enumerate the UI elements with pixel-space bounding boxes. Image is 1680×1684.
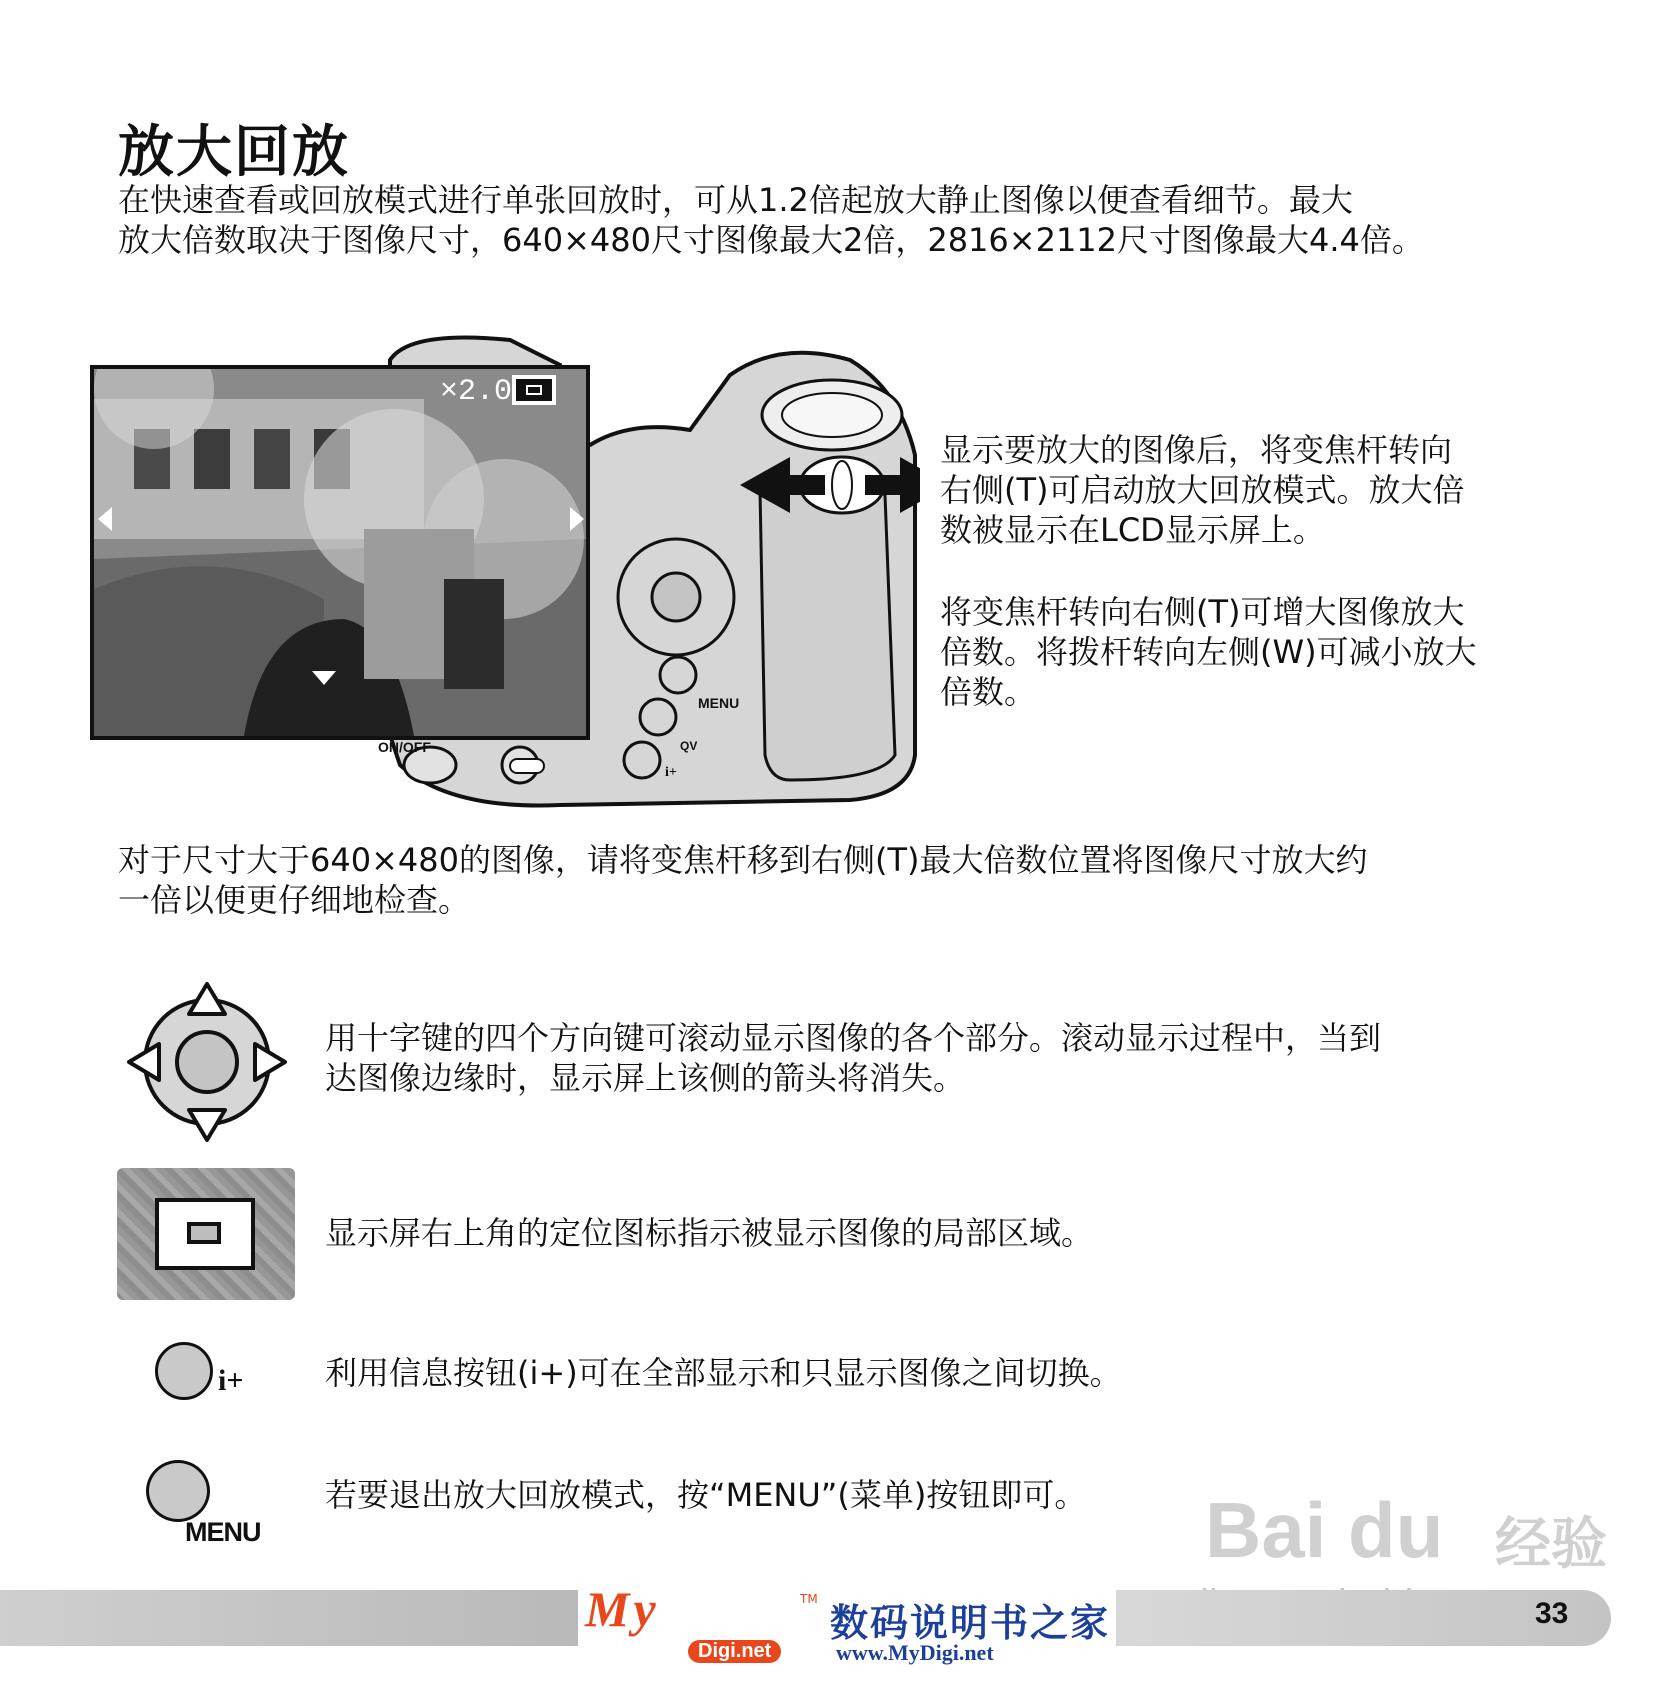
- lever-t-label: T: [898, 475, 906, 490]
- intro-paragraph: [118, 180, 1598, 260]
- scroll-right-arrow-icon: [570, 507, 584, 531]
- info-button-caption: i+: [218, 1364, 244, 1397]
- info-button-label: i+: [665, 765, 677, 780]
- text-line: 达图像边缘时，显示屏上该侧的箭头将消失。: [325, 1059, 966, 1097]
- info-button-icon: [155, 1342, 213, 1400]
- menu-button-caption: MENU: [185, 1517, 261, 1547]
- trademark-mark: TM: [800, 1592, 818, 1606]
- text-line: 利用信息按钮(i+)可在全部显示和只显示图像之间切换。: [325, 1354, 1122, 1392]
- intro-line: 在快速查看或回放模式进行单张回放时，可从1.2倍起放大静止图像以便查看细节。最大: [118, 181, 1353, 219]
- menu-button-label: MENU: [698, 695, 740, 711]
- site-url: www.MyDigi.net: [836, 1640, 994, 1665]
- zoom-instructions-2: [940, 592, 1580, 712]
- page-title: 放大回放: [118, 120, 350, 185]
- text-line: 倍数。: [940, 673, 1037, 711]
- zoom-instructions-1: [940, 430, 1580, 550]
- large-image-note: [118, 840, 1578, 920]
- text-line: 倍数。将拨杆转向左侧(W)可减小放大: [940, 633, 1477, 671]
- locator-icon: [512, 375, 556, 405]
- mydigi-logo: My: [585, 1581, 660, 1637]
- lever-w-label: W: [866, 475, 879, 490]
- playback-photo: [94, 369, 586, 736]
- scroll-left-arrow-icon: [98, 507, 112, 531]
- text-line: 一倍以便更仔细地检查。: [118, 881, 471, 919]
- controller-description: [325, 1018, 1585, 1098]
- four-way-controller-icon: [125, 980, 290, 1145]
- scroll-up-arrow-icon: [312, 349, 336, 363]
- lcd-screen: [90, 365, 590, 740]
- menu-button-icon: [146, 1460, 210, 1522]
- site-name: 数码说明书之家: [830, 1601, 1111, 1645]
- text-line: 用十字键的四个方向键可滚动显示图像的各个部分。滚动显示过程中，当到: [325, 1019, 1382, 1057]
- text-line: 数被显示在LCD显示屏上。: [940, 511, 1325, 549]
- camera-figure: [90, 335, 920, 815]
- jingyan-watermark: 经验: [1495, 1512, 1607, 1577]
- text-line: 若要退出放大回放模式，按“MENU”(菜单)按钮即可。: [325, 1476, 1087, 1514]
- text-line: 显示屏右上角的定位图标指示被显示图像的局部区域。: [325, 1214, 1094, 1252]
- footer-bar-left: [0, 1590, 578, 1646]
- text-line: 将变焦杆转向右侧(T)可增大图像放大: [940, 593, 1465, 631]
- baidu-watermark: Bai du: [1205, 1486, 1444, 1574]
- qv-label: QV: [680, 739, 698, 753]
- page-number: 33: [1535, 1597, 1569, 1630]
- locator-icon: [117, 1168, 295, 1300]
- scroll-down-arrow-icon: [312, 671, 336, 685]
- intro-line: 放大倍数取决于图像尺寸，640×480尺寸图像最大2倍，2816×2112尺寸图像最大4.4倍。: [118, 221, 1424, 259]
- text-line: 右侧(T)可启动放大回放模式。放大倍: [940, 471, 1465, 509]
- digi-net-badge: Digi.net: [688, 1640, 781, 1663]
- text-line: 显示要放大的图像后，将变焦杆转向: [940, 431, 1453, 469]
- locator-description: [325, 1213, 1585, 1253]
- onoff-label: ON/OFF: [378, 739, 431, 755]
- text-line: 对于尺寸大于640×480的图像，请将变焦杆移到右侧(T)最大倍数位置将图像尺寸放大约: [118, 841, 1368, 879]
- info-button-description: [325, 1353, 1585, 1393]
- zoom-readout: ×2.0: [440, 375, 513, 409]
